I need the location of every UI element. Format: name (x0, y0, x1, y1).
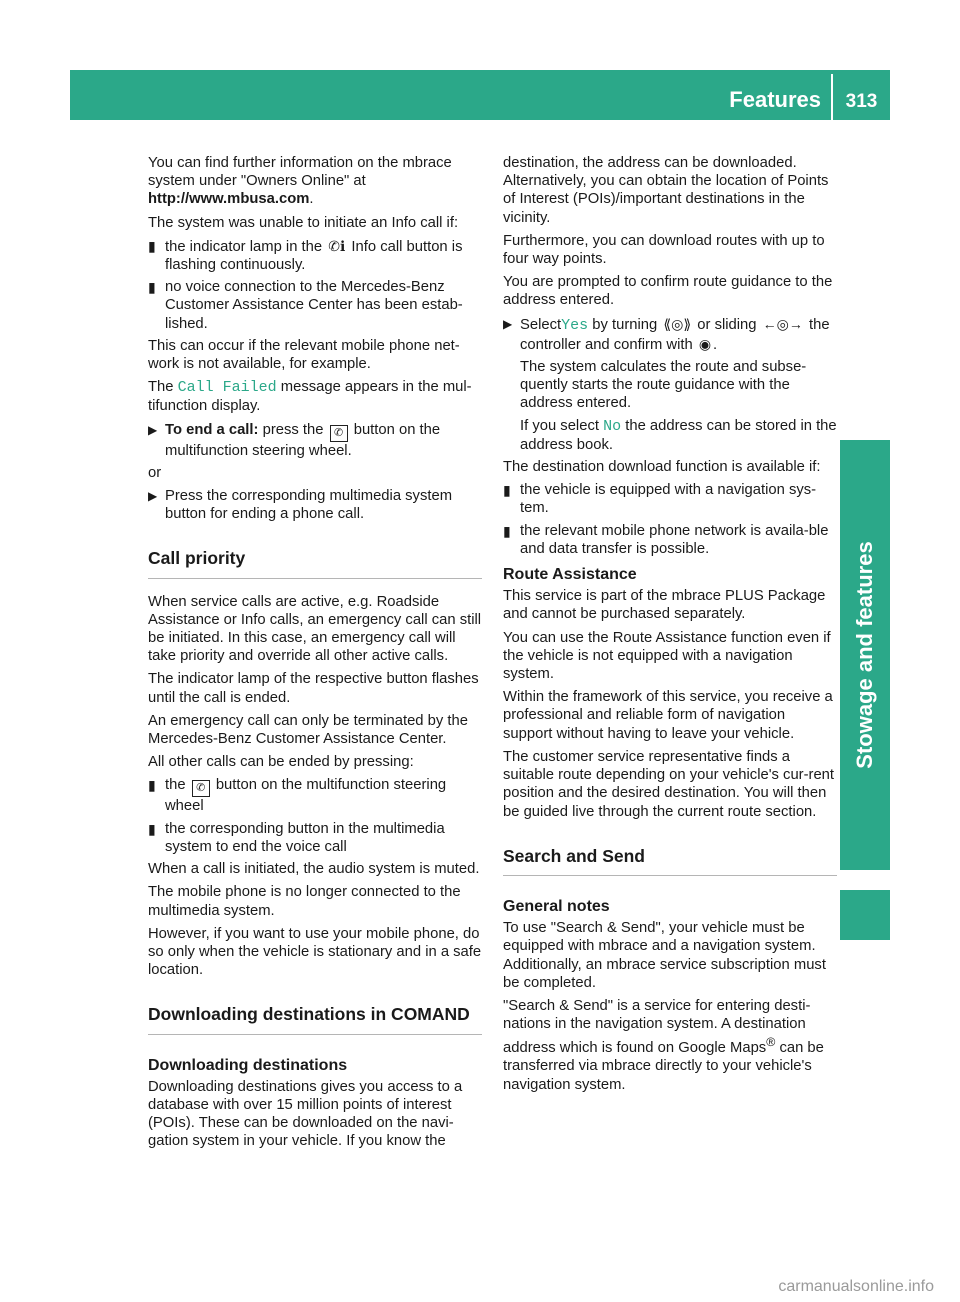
side-tab-label: Stowage and features (852, 541, 877, 769)
bullet-icon: ▮ (148, 820, 156, 837)
bullet-icon: ▮ (503, 522, 511, 539)
bullet-icon: ▮ (148, 279, 156, 296)
controller-press-icon: ◉ (698, 335, 712, 352)
paragraph: The system calculates the route and subse-quently starts the route guidance with the address entered. (520, 359, 807, 412)
controller-turn-icon: ⟪◎⟫ (663, 315, 692, 332)
info-call-icon: ✆ℹ (328, 237, 346, 254)
paragraph: Within the framework of this service, you receive a professional and reliable form of navigation support without having to leave your vehicle. (503, 689, 833, 742)
url-link[interactable]: http://www.mbusa.com (148, 191, 310, 208)
display-message: Call Failed (177, 379, 277, 397)
paragraph: The system was unable to initiate an Info call if: (148, 214, 459, 231)
section-heading: Search and Send (503, 847, 837, 876)
paragraph: The destination download function is available if: (503, 459, 821, 476)
paragraph: Furthermore, you can download routes with up to four way points. (503, 232, 825, 268)
end-call-icon: ✆ (330, 425, 348, 442)
paragraph: The indicator lamp of the respective button flashes until the call is ended. (148, 671, 479, 706)
list-item: ▮ the relevant mobile phone network is availa-ble and data transfer is possible. (503, 522, 829, 557)
section-heading: Downloading destinations in COMAND (148, 1005, 482, 1034)
paragraph: When a call is initiated, the audio system is muted. (148, 861, 480, 878)
page-header (70, 70, 890, 120)
step-arrow-icon: ▶ (148, 489, 158, 504)
list-item: ▮ the ✆ button on the multifunction steering wheel (148, 777, 447, 815)
step-item: ▶ To end a call: press the ✆ button on the multifunction steering wheel. (148, 421, 441, 459)
paragraph: When service calls are active, e.g. Roadside Assistance or Info calls, an emergency call can still be initiated. In this case, an emergency call will take priority and override all other active calls. (148, 593, 482, 665)
step-item: ▶ SelectYes by turning ⟪◎⟫ or sliding ←◎→ the controller and confirm with ◉ . The system calculates the route and subse-quently starts the route guidance with the address entered. If you select No the address can be stored in the address book. (503, 315, 837, 453)
controller-slide-icon: ←◎→ (762, 315, 803, 332)
left-column (148, 154, 482, 1156)
step-arrow-icon: ▶ (503, 316, 513, 331)
step-item: ▶ Press the corresponding multimedia system button for ending a phone call. (148, 488, 453, 523)
right-column (503, 154, 837, 1099)
menu-option-yes: Yes (561, 316, 589, 334)
paragraph: If you select No the address can be stored in the address book. (520, 417, 837, 453)
subsection-heading: Route Assistance (503, 566, 637, 584)
list-item: ▮ no voice connection to the Mercedes-Benz Customer Assistance Center has been estab-lished. (148, 279, 463, 332)
paragraph: This service is part of the mbrace PLUS Package and cannot be purchased separately. (503, 588, 826, 623)
paragraph: destination, the address can be downloaded. Alternatively, you can obtain the location of Points of Interest (POIs)/important destinations in the vicinity. (503, 155, 829, 226)
paragraph: You can find further information on the mbrace system under "Owners Online" at http://www.mbusa.com. (148, 155, 452, 208)
paragraph: An emergency call can only be terminated by the Mercedes-Benz Customer Assistance Center. (148, 712, 468, 748)
paragraph: All other calls can be ended by pressing: (148, 754, 414, 771)
menu-option-no: No (603, 417, 622, 435)
paragraph: The customer service representative finds a suitable route depending on your vehicle's cur-rent position and the desired destination. You will then be guided live through the current route section. (503, 748, 835, 820)
paragraph: This can occur if the relevant mobile phone net-work is not available, for example. (148, 337, 460, 373)
paragraph: Downloading destinations gives you access to a database with over 15 million points of interest (POIs). These can be downloaded on the navi-gation system in your vehicle. If you know the (148, 1078, 463, 1150)
paragraph: The Call Failed message appears in the mul-tifunction display. (148, 379, 472, 415)
list-item: ▮ the corresponding button in the multimedia system to end the voice call (148, 820, 445, 855)
paragraph: The mobile phone is no longer connected to the multimedia system. (148, 884, 461, 919)
paragraph: However, if you want to use your mobile phone, do so only when the vehicle is stationary and in a safe location. (148, 925, 482, 979)
paragraph: You are prompted to confirm route guidance to the address entered. (503, 274, 833, 309)
paragraph: To use "Search & Send", your vehicle must be equipped with mbrace and a navigation system. Additionally, an mbrace service subscription must be completed. (503, 920, 826, 991)
list-item: ▮ the indicator lamp in the ✆ℹ Info call button is flashing continuously. (148, 237, 463, 274)
paragraph: "Search & Send" is a service for entering desti-nations in the navigation system. A destination address which is found on Google Maps® can be transferred via mbrace directly to your vehicle's navigation system. (503, 997, 824, 1093)
bullet-icon: ▮ (148, 777, 156, 794)
registered-mark: ® (766, 1035, 776, 1050)
page-number: 313 (845, 91, 878, 112)
footer-watermark: carmanualsonline.info (778, 1278, 934, 1295)
paragraph: You can use the Route Assistance function even if the vehicle is not equipped with a navigation system. (503, 629, 831, 683)
bullet-icon: ▮ (503, 482, 511, 499)
bullet-icon: ▮ (148, 237, 156, 254)
header-title: Features (729, 87, 821, 112)
side-tab-block (840, 890, 890, 940)
step-arrow-icon: ▶ (148, 422, 158, 437)
end-call-icon: ✆ (192, 780, 210, 797)
paragraph: or (148, 464, 162, 481)
side-tab (840, 440, 890, 870)
subsection-heading: Downloading destinations (148, 1056, 348, 1074)
subsection-heading: General notes (503, 897, 610, 915)
list-item: ▮ the vehicle is equipped with a navigation sys-tem. (503, 482, 817, 517)
section-heading: Call priority (148, 549, 482, 578)
